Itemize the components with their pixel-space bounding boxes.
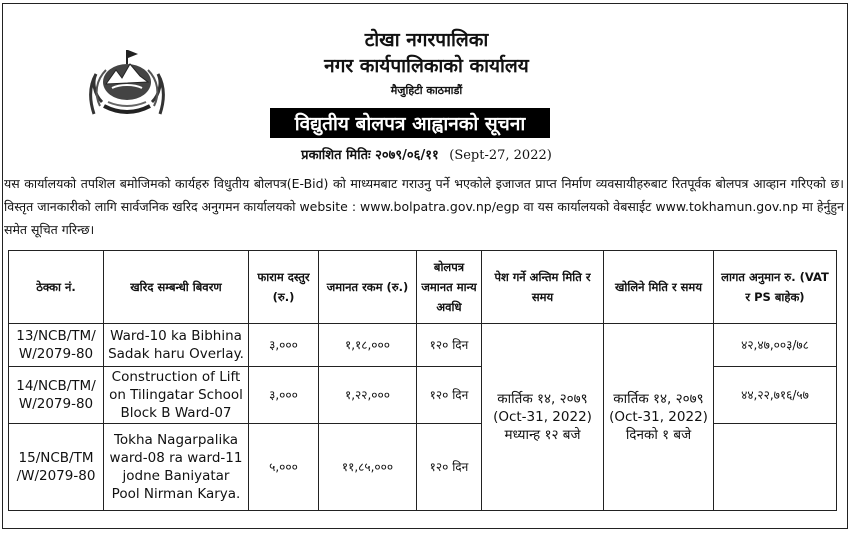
submission-datetime	[482, 324, 604, 511]
description: Ward-10 ka Bibhina Sadak haru Overlay.	[104, 324, 249, 367]
header-description: खरिद सम्बन्धी बिवरण	[104, 251, 249, 324]
office-location: मैजुहिटी काठमाडौं	[390, 84, 463, 97]
published-date-english: (Sept-27, 2022)	[449, 148, 552, 163]
form-fee: ३,०००	[249, 324, 319, 367]
submission-date: कार्तिक १४, २०७९	[497, 391, 588, 407]
header-form-fee: फाराम दस्तुर (रु.)	[249, 251, 319, 324]
published-date-label: प्रकाशित मितिः २०७९/०६/११	[301, 148, 439, 163]
published-date	[0, 145, 853, 163]
contract-no: 15/NCB/TM /W/2079-80	[9, 424, 104, 511]
notice-paragraph: यस कार्यालयको तपशिल बमोजिमको कार्यहरु विधुतीय बोलपत्र(E-Bid) को माध्यमबाट गराउनु पर्ने भएकोले इजाजत प्राप्त निर्माण व्यवसायीहरुबाट रितपूर्वक बोलपत्र आव्हान गरिएको छ। विस्तृत जानकारीको लागि सार्वजनिक खरिद अनुगमन कार्यालयको website : www.bolpatra.gov.np/egp वा यस कार्यालयको वेबसाईट www.tokhamun.gov.np मा हेर्नुहुन समेत सूचित गरिन्छ।	[4, 176, 844, 237]
cost-estimate: ४४,२२,७१६/५७	[714, 367, 837, 424]
bid-security: १,१८,०००	[319, 324, 417, 367]
opening-datetime	[604, 324, 714, 511]
header-contract-no: ठेक्का नं.	[9, 251, 104, 324]
bid-security: १,२२,०००	[319, 367, 417, 424]
tender-table	[8, 250, 837, 511]
cost-estimate: ४२,४७,००३/७८	[714, 324, 837, 367]
cost-estimate	[714, 424, 837, 511]
header-opening: खोलिने मिति र समय	[604, 251, 714, 324]
opening-time: दिनको १ बजे	[625, 427, 692, 443]
description: Construction of Lift on Tilingatar School Block B Ward-07	[104, 367, 249, 424]
header-submission: पेश गर्ने अन्तिम मिति र समय	[482, 251, 604, 324]
opening-date: कार्तिक १४, २०७९	[613, 391, 704, 407]
form-fee: ३,०००	[249, 367, 319, 424]
form-fee: ५,०००	[249, 424, 319, 511]
table-row	[9, 324, 837, 367]
office-name: नगर कार्यपालिकाको कार्यालय	[324, 55, 529, 77]
org-name: टोखा नगरपालिका	[364, 29, 489, 51]
contract-no: 13/NCB/TM/ W/2079-80	[9, 324, 104, 367]
header-validity: बोलपत्र जमानत मान्य अवधि	[417, 251, 482, 324]
contract-no: 14/NCB/TM/ W/2079-80	[9, 367, 104, 424]
submission-date-english: (Oct-31, 2022)	[493, 409, 592, 425]
notice-title: विद्युतीय बोलपत्र आह्वानको सूचना	[270, 108, 550, 138]
validity: १२० दिन	[417, 367, 482, 424]
description: Tokha Nagarpalika ward-08 ra ward-11 jodne Baniyatar Pool Nirman Karya.	[104, 424, 249, 511]
opening-date-english: (Oct-31, 2022)	[609, 409, 708, 425]
header-estimate: लागत अनुमान रु. (VAT र PS बाहेक)	[714, 251, 837, 324]
table-header-row	[9, 251, 837, 324]
validity: १२० दिन	[417, 424, 482, 511]
bid-security: ११,८५,०००	[319, 424, 417, 511]
submission-time: मध्यान्ह १२ बजे	[504, 427, 581, 443]
header-bid-security: जमानत रकम (रु.)	[319, 251, 417, 324]
validity: १२० दिन	[417, 324, 482, 367]
